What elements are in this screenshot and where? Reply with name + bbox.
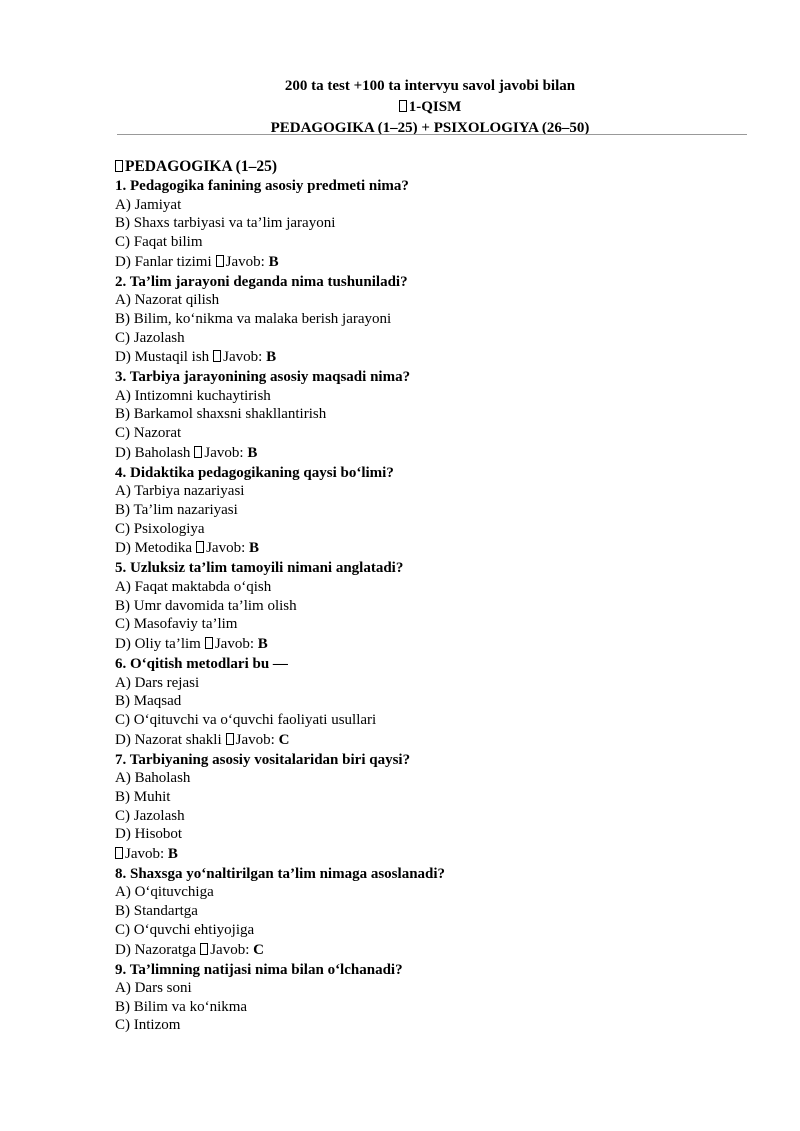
option-label: A) Dars rejasi bbox=[115, 674, 200, 691]
answer-option bbox=[115, 921, 755, 940]
option-label: D) Mustaqil ish bbox=[115, 349, 210, 366]
option-label: B) Standartga bbox=[115, 903, 198, 920]
option-label: C) Faqat bilim bbox=[115, 233, 203, 250]
answer-option bbox=[115, 482, 755, 501]
question-text: 5. Uzluksiz ta’lim tamoyili nimani anglatadi? bbox=[115, 560, 404, 577]
missing-glyph-icon bbox=[226, 733, 234, 745]
answer-letter: C bbox=[278, 731, 290, 748]
answer-option bbox=[115, 902, 755, 921]
answer-prefix: Javob: bbox=[235, 731, 275, 748]
answer-option bbox=[115, 597, 755, 616]
option-label: B) Barkamol shaxsni shakllantirish bbox=[115, 406, 327, 423]
answer-option bbox=[115, 329, 755, 348]
question-item bbox=[115, 865, 755, 961]
question-item bbox=[115, 464, 755, 560]
answer-option bbox=[115, 214, 755, 233]
answer-option bbox=[115, 233, 755, 252]
question-text: 4. Didaktika pedagogikaning qaysi bo‘limi? bbox=[115, 464, 394, 481]
option-label: C) O‘quvchi ehtiyojiga bbox=[115, 921, 255, 938]
option-label: A) Tarbiya nazariyasi bbox=[115, 483, 245, 500]
answer-option bbox=[115, 979, 755, 998]
option-label: B) Ta’lim nazariyasi bbox=[115, 502, 238, 519]
answer-option bbox=[115, 291, 755, 310]
answer-option bbox=[115, 387, 755, 406]
answer-letter: B bbox=[257, 636, 268, 653]
answer-option bbox=[115, 769, 755, 788]
option-label: C) O‘qituvchi va o‘quvchi faoliyati usullari bbox=[115, 711, 377, 728]
option-label: C) Masofaviy ta’lim bbox=[115, 616, 238, 633]
answer-option bbox=[115, 252, 755, 273]
option-label: B) Umr davomida ta’lim olish bbox=[115, 597, 297, 614]
question-item bbox=[115, 655, 755, 751]
answer-letter: B bbox=[268, 253, 279, 270]
answer-prefix: Javob: bbox=[210, 941, 250, 958]
answer-option bbox=[115, 730, 755, 751]
missing-glyph-icon bbox=[196, 541, 204, 553]
option-label: A) Dars soni bbox=[115, 980, 192, 997]
missing-glyph-icon bbox=[216, 255, 224, 267]
answer-line bbox=[115, 844, 755, 865]
option-label: A) Intizomni kuchaytirish bbox=[115, 387, 271, 404]
option-label: D) Fanlar tizimi bbox=[115, 253, 212, 270]
option-label: B) Shaxs tarbiyasi va ta’lim jarayoni bbox=[115, 215, 336, 232]
answer-letter: B bbox=[247, 444, 258, 461]
answer-option bbox=[115, 347, 755, 368]
option-label: D) Metodika bbox=[115, 540, 193, 557]
answer-option bbox=[115, 538, 755, 559]
option-label: D) Baholash bbox=[115, 444, 191, 461]
missing-glyph-icon bbox=[200, 943, 208, 955]
option-label: A) Baholash bbox=[115, 770, 191, 787]
option-label: B) Muhit bbox=[115, 788, 171, 805]
answer-prefix: Javob: bbox=[223, 349, 263, 366]
answer-prefix: Javob: bbox=[225, 253, 265, 270]
answer-letter: B bbox=[167, 845, 178, 862]
option-label: C) Jazolash bbox=[115, 807, 185, 824]
question-item bbox=[115, 368, 755, 464]
answer-letter: B bbox=[249, 540, 260, 557]
document-body bbox=[115, 156, 755, 1035]
question-text: 9. Ta’limning natijasi nima bilan o‘lchanadi? bbox=[115, 961, 403, 978]
answer-prefix: Javob: bbox=[125, 845, 165, 862]
question-text: 2. Ta’lim jarayoni deganda nima tushuniladi? bbox=[115, 273, 408, 290]
question-item bbox=[115, 273, 755, 369]
answer-option bbox=[115, 615, 755, 634]
answer-option bbox=[115, 711, 755, 730]
option-label: C) Jazolash bbox=[115, 329, 185, 346]
part-subtitle: PEDAGOGIKA (1–25) + PSIXOLOGIYA (26–50) bbox=[270, 120, 590, 136]
option-label: D) Nazorat shakli bbox=[115, 731, 222, 748]
answer-letter: B bbox=[266, 349, 277, 366]
question-text: 6. O‘qitish metodlari bu — bbox=[115, 656, 288, 673]
option-label: D) Oliy ta’lim bbox=[115, 636, 201, 653]
option-label: C) Psixologiya bbox=[115, 520, 205, 537]
option-label: C) Nazorat bbox=[115, 425, 182, 442]
answer-option bbox=[115, 940, 755, 961]
answer-prefix: Javob: bbox=[206, 540, 246, 557]
option-label: B) Maqsad bbox=[115, 693, 182, 710]
answer-option bbox=[115, 692, 755, 711]
answer-option bbox=[115, 424, 755, 443]
option-label: A) O‘qituvchiga bbox=[115, 884, 214, 901]
missing-glyph-icon bbox=[115, 160, 123, 172]
section-title: PEDAGOGIKA (1–25) bbox=[115, 156, 755, 177]
missing-glyph-icon bbox=[115, 847, 123, 859]
question-item bbox=[115, 751, 755, 865]
header-divider bbox=[117, 134, 747, 135]
answer-letter: C bbox=[253, 941, 264, 958]
answer-prefix: Javob: bbox=[214, 636, 254, 653]
document-title: 200 ta test +100 ta intervyu savol javobi bilan bbox=[284, 78, 576, 94]
option-label: B) Bilim va ko‘nikma bbox=[115, 998, 248, 1015]
question-text: 7. Tarbiyaning asosiy vositalaridan biri qaysi? bbox=[115, 751, 411, 768]
answer-option bbox=[115, 634, 755, 655]
answer-option bbox=[115, 443, 755, 464]
missing-glyph-icon bbox=[194, 446, 202, 458]
option-label: D) Nazoratga bbox=[115, 941, 197, 958]
option-label: B) Bilim, ko‘nikma va malaka berish jarayoni bbox=[115, 310, 392, 327]
question-item bbox=[115, 559, 755, 655]
question-text: 1. Pedagogika fanining asosiy predmeti nima? bbox=[115, 178, 409, 194]
option-label: C) Intizom bbox=[115, 1017, 181, 1034]
answer-option bbox=[115, 405, 755, 424]
missing-glyph-icon bbox=[399, 100, 407, 112]
answer-option bbox=[115, 674, 755, 693]
answer-option bbox=[115, 807, 755, 826]
answer-option bbox=[115, 788, 755, 807]
option-label: A) Jamiyat bbox=[115, 196, 182, 213]
answer-option bbox=[115, 501, 755, 520]
question-item bbox=[115, 177, 755, 273]
question-text: 3. Tarbiya jarayonining asosiy maqsadi nima? bbox=[115, 369, 411, 386]
answer-prefix: Javob: bbox=[204, 444, 244, 461]
question-list bbox=[115, 177, 755, 1035]
answer-option bbox=[115, 196, 755, 215]
option-label: A) Faqat maktabda o‘qish bbox=[115, 578, 272, 595]
answer-option bbox=[115, 520, 755, 539]
question-text: 8. Shaxsga yo‘naltirilgan ta’lim nimaga asoslanadi? bbox=[115, 865, 446, 882]
answer-option bbox=[115, 825, 755, 844]
document-header bbox=[115, 76, 745, 139]
answer-option bbox=[115, 883, 755, 902]
answer-option bbox=[115, 310, 755, 329]
option-label: D) Hisobot bbox=[115, 826, 183, 843]
answer-option bbox=[115, 1016, 755, 1035]
part-label: 1-QISM bbox=[115, 97, 745, 118]
question-item bbox=[115, 961, 755, 1036]
option-label: A) Nazorat qilish bbox=[115, 292, 220, 309]
missing-glyph-icon bbox=[213, 350, 221, 362]
answer-option bbox=[115, 578, 755, 597]
answer-option bbox=[115, 998, 755, 1017]
missing-glyph-icon bbox=[205, 637, 213, 649]
